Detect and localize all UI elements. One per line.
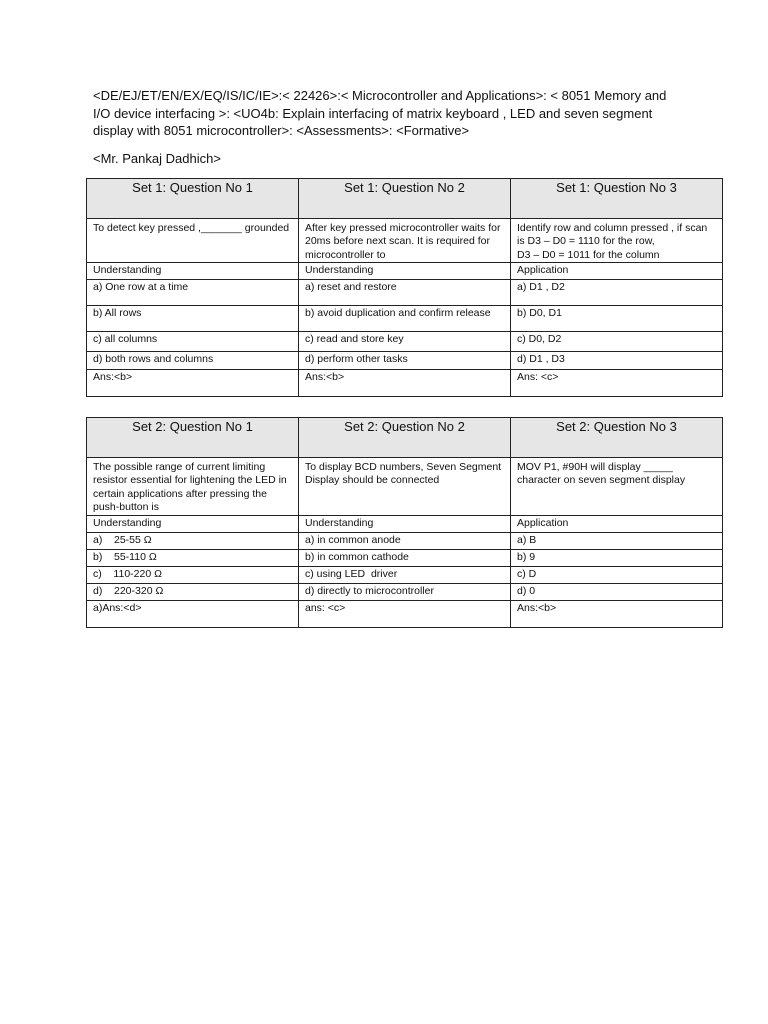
option-a: a) reset and restore — [299, 280, 511, 306]
option-c: c) all columns — [87, 332, 299, 352]
cognitive-level: Application — [511, 516, 723, 533]
option-a: a) One row at a time — [87, 280, 299, 306]
cognitive-level: Application — [511, 263, 723, 280]
question-text: Identify row and column pressed , if scan is D3 – D0 = 1110 for the row, D3 – D0 = 1011 for the column — [511, 219, 723, 263]
option-c: c) D0, D2 — [511, 332, 723, 352]
option-b: b) avoid duplication and confirm release — [299, 306, 511, 332]
answer-key: Ans:<b> — [87, 370, 299, 397]
column-header: Set 1: Question No 2 — [299, 179, 511, 219]
column-header: Set 1: Question No 3 — [511, 179, 723, 219]
option-b: b) All rows — [87, 306, 299, 332]
author-name: <Mr. Pankaj Dadhich> — [93, 151, 221, 166]
option-b-row — [87, 550, 723, 567]
option-b-row — [87, 306, 723, 332]
question-text: To display BCD numbers, Seven Segment Display should be connected — [299, 458, 511, 516]
option-c: c) using LED driver — [299, 567, 511, 584]
option-a: a) in common anode — [299, 533, 511, 550]
answer-key: Ans: <c> — [511, 370, 723, 397]
question-text: After key pressed microcontroller waits for 20ms before next scan. It is required for microcontroller to — [299, 219, 511, 263]
option-a: a) 25-55 Ω — [87, 533, 299, 550]
cognitive-level: Understanding — [299, 263, 511, 280]
option-b: b) 55-110 Ω — [87, 550, 299, 567]
option-a-row — [87, 280, 723, 306]
header-line-2: I/O device interfacing >: <UO4b: Explain interfacing of matrix keyboard , LED and seven segment — [93, 105, 653, 121]
option-d-row — [87, 352, 723, 370]
answer-row — [87, 370, 723, 397]
level-row — [87, 516, 723, 533]
answer-row — [87, 601, 723, 628]
set-2-question-table — [86, 417, 723, 628]
option-c: c) read and store key — [299, 332, 511, 352]
question-row — [87, 219, 723, 263]
option-d: d) both rows and columns — [87, 352, 299, 370]
option-d-row — [87, 584, 723, 601]
option-d: d) D1 , D3 — [511, 352, 723, 370]
option-a: a) D1 , D2 — [511, 280, 723, 306]
option-d: d) 0 — [511, 584, 723, 601]
column-header: Set 2: Question No 3 — [511, 418, 723, 458]
table-header-row — [87, 179, 723, 219]
answer-key: ans: <c> — [299, 601, 511, 628]
cognitive-level: Understanding — [87, 263, 299, 280]
question-text: The possible range of current limiting resistor essential for lightening the LED in certain applications after pressing the push-button is — [87, 458, 299, 516]
column-header: Set 2: Question No 2 — [299, 418, 511, 458]
table-header-row — [87, 418, 723, 458]
option-d: d) directly to microcontroller — [299, 584, 511, 601]
answer-key: Ans:<b> — [511, 601, 723, 628]
option-c-row — [87, 332, 723, 352]
option-a: a) B — [511, 533, 723, 550]
answer-key: a)Ans:<d> — [87, 601, 299, 628]
question-text: To detect key pressed ,_______ grounded — [87, 219, 299, 263]
cognitive-level: Understanding — [87, 516, 299, 533]
level-row — [87, 263, 723, 280]
option-b: b) in common cathode — [299, 550, 511, 567]
assessment-header — [93, 87, 673, 140]
column-header: Set 2: Question No 1 — [87, 418, 299, 458]
option-c: c) 110-220 Ω — [87, 567, 299, 584]
option-d: d) perform other tasks — [299, 352, 511, 370]
question-text: MOV P1, #90H will display _____ character on seven segment display — [511, 458, 723, 516]
option-c: c) D — [511, 567, 723, 584]
answer-key: Ans:<b> — [299, 370, 511, 397]
cognitive-level: Understanding — [299, 516, 511, 533]
option-c-row — [87, 567, 723, 584]
option-b: b) 9 — [511, 550, 723, 567]
option-b: b) D0, D1 — [511, 306, 723, 332]
set-1-question-table — [86, 178, 723, 397]
header-line-3: display with 8051 microcontroller>: <Assessments>: <Formative> — [93, 123, 470, 138]
option-a-row — [87, 533, 723, 550]
column-header: Set 1: Question No 1 — [87, 179, 299, 219]
option-d: d) 220-320 Ω — [87, 584, 299, 601]
header-line-1: <DE/EJ/ET/EN/EX/EQ/IS/IC/IE>:< 22426>:< Microcontroller and Applications>: < 8051 Memory and — [93, 88, 667, 103]
question-row — [87, 458, 723, 516]
